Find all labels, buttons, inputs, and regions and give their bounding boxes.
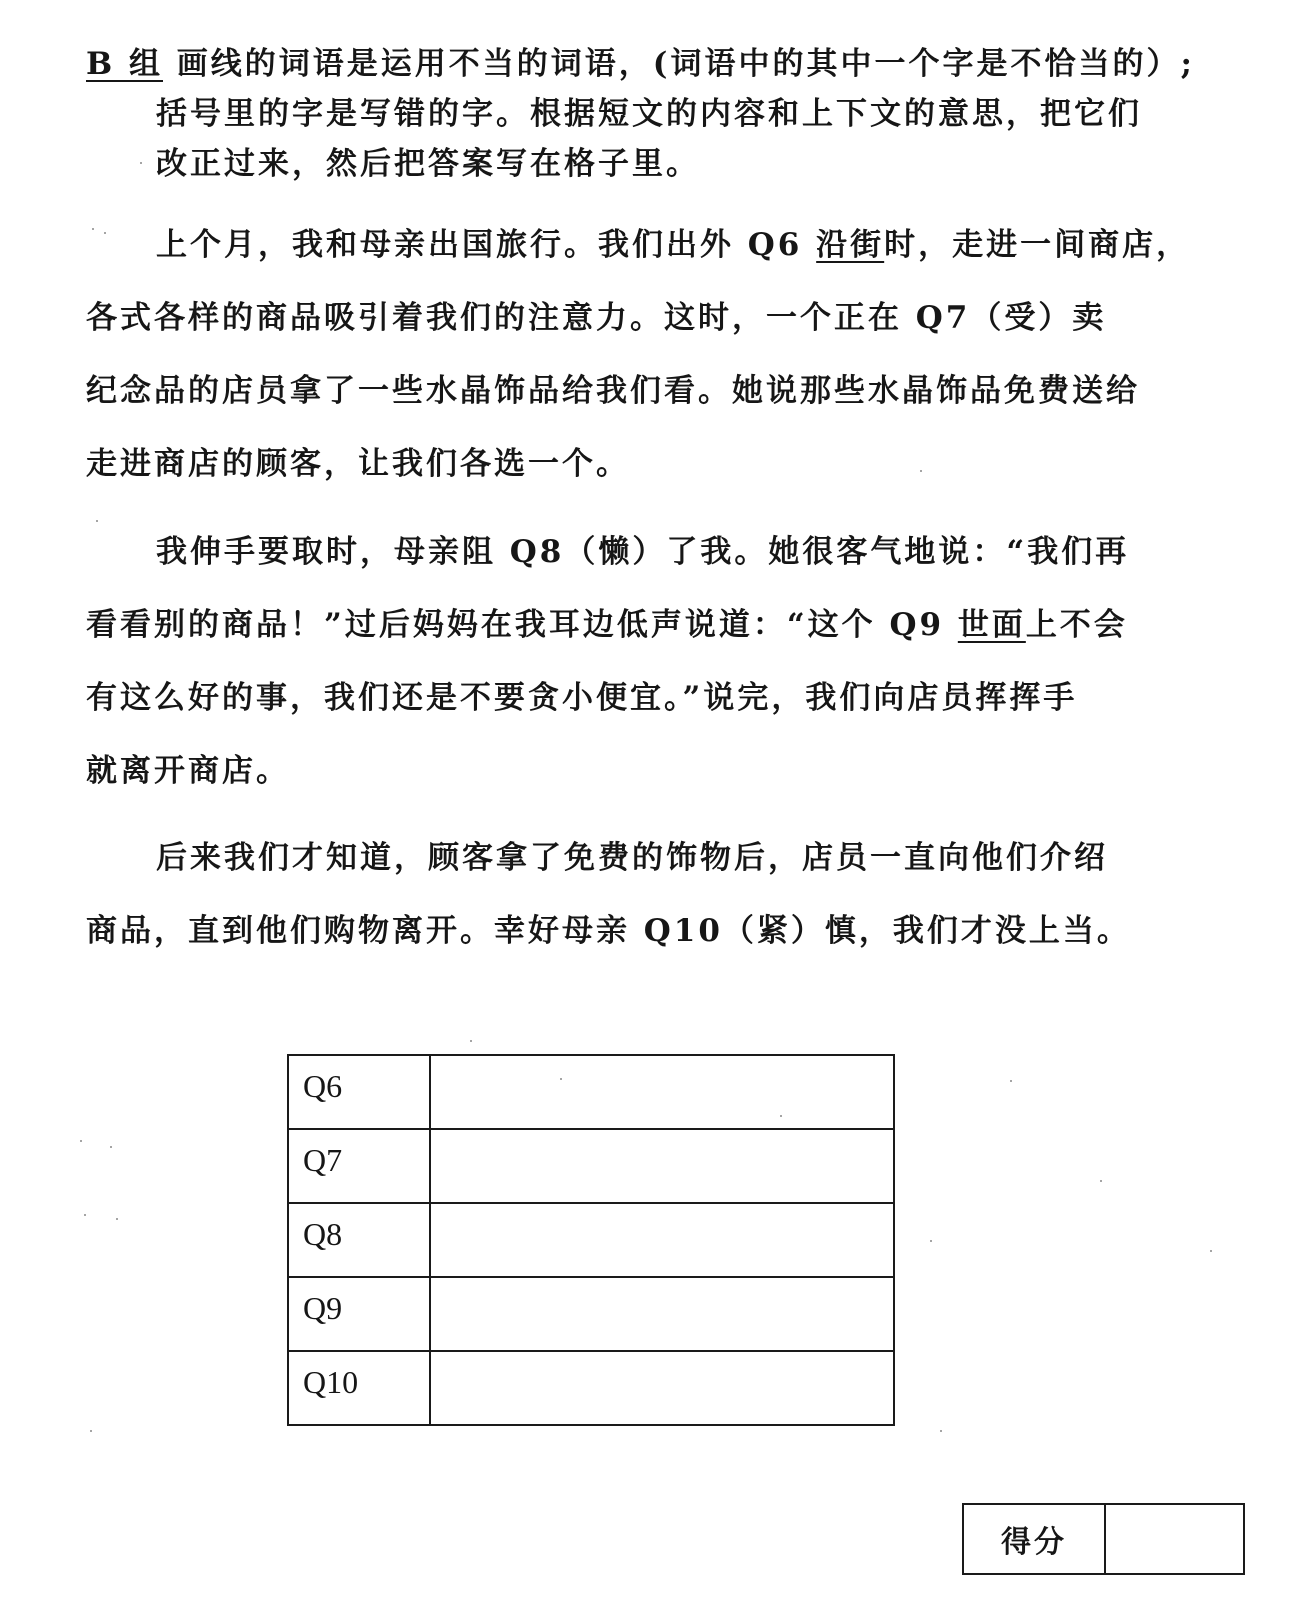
passage-p1-line-1	[156, 225, 1190, 265]
scan-speck	[920, 470, 922, 472]
instruction-line-1	[86, 44, 1195, 84]
answer-row-q9	[288, 1277, 894, 1351]
scan-speck	[140, 162, 142, 164]
scan-speck	[116, 1218, 118, 1220]
instruction-text-1: 画线的词语是运用不当的词语，(词语中的其中一个字是不恰当的）;	[176, 46, 1195, 82]
answer-label: Q6	[288, 1055, 430, 1129]
score-box	[962, 1503, 1245, 1575]
scan-speck	[92, 228, 94, 230]
score-cell[interactable]	[1105, 1504, 1244, 1574]
scan-speck	[940, 1430, 942, 1432]
scan-speck	[96, 520, 98, 522]
scan-speck	[780, 1115, 782, 1117]
group-label: B 组	[86, 46, 163, 82]
instruction-line-3: 改正过来，然后把答案写在格子里。	[156, 146, 700, 182]
underlined-word-q9: 世面	[957, 607, 1026, 643]
scan-speck	[1100, 1180, 1102, 1182]
answer-row-q7	[288, 1129, 894, 1203]
scan-speck	[1010, 1080, 1012, 1082]
passage-p2-line-4: 就离开商店。	[86, 753, 290, 789]
passage-p3-line-1: 后来我们才知道，顾客拿了免费的饰物后，店员一直向他们介绍	[156, 840, 1108, 876]
underlined-word-q6: 沿街	[816, 227, 885, 263]
passage-p1-line-4: 走进商店的顾客，让我们各选一个。	[86, 446, 630, 482]
scan-speck	[80, 1140, 82, 1142]
answer-cell-q8[interactable]	[430, 1203, 894, 1277]
scan-speck	[470, 1040, 472, 1042]
score-label: 得分	[963, 1504, 1105, 1574]
scan-speck	[560, 1078, 562, 1080]
answer-table	[287, 1054, 895, 1426]
passage-p2-line-2	[86, 605, 1128, 645]
answer-label: Q9	[288, 1277, 430, 1351]
passage-text: 看看别的商品！”过后妈妈在我耳边低声说道：“这个 Q9	[86, 607, 958, 643]
passage-text: 上个月，我和母亲出国旅行。我们出外 Q6	[156, 227, 817, 263]
answer-row-q6	[288, 1055, 894, 1129]
scan-speck	[1210, 1250, 1212, 1252]
answer-cell-q9[interactable]	[430, 1277, 894, 1351]
scan-speck	[104, 232, 106, 234]
scan-speck	[930, 1240, 932, 1242]
passage-p2-line-3: 有这么好的事，我们还是不要贪小便宜。”说完，我们向店员挥挥手	[86, 680, 1078, 716]
scan-speck	[90, 1430, 92, 1432]
passage-p1-line-3: 纪念品的店员拿了一些水晶饰品给我们看。她说那些水晶饰品免费送给	[86, 373, 1140, 409]
passage-text: 上不会	[1025, 607, 1128, 643]
passage-p2-line-1: 我伸手要取时，母亲阻 Q8（懒）了我。她很客气地说：“我们再	[156, 534, 1130, 570]
instruction-line-2: 括号里的字是写错的字。根据短文的内容和上下文的意思，把它们	[156, 96, 1142, 132]
scan-speck	[84, 1214, 86, 1216]
answer-row-q8	[288, 1203, 894, 1277]
answer-cell-q10[interactable]	[430, 1351, 894, 1425]
answer-label: Q7	[288, 1129, 430, 1203]
answer-cell-q7[interactable]	[430, 1129, 894, 1203]
scan-speck	[110, 1146, 112, 1148]
answer-cell-q6[interactable]	[430, 1055, 894, 1129]
passage-p3-line-2: 商品，直到他们购物离开。幸好母亲 Q10（紧）慎，我们才没上当。	[86, 913, 1131, 949]
answer-label: Q8	[288, 1203, 430, 1277]
answer-row-q10	[288, 1351, 894, 1425]
passage-text: 时，走进一间商店，	[884, 227, 1191, 263]
answer-label: Q10	[288, 1351, 430, 1425]
passage-p1-line-2: 各式各样的商品吸引着我们的注意力。这时，一个正在 Q7（受）卖	[86, 300, 1107, 336]
